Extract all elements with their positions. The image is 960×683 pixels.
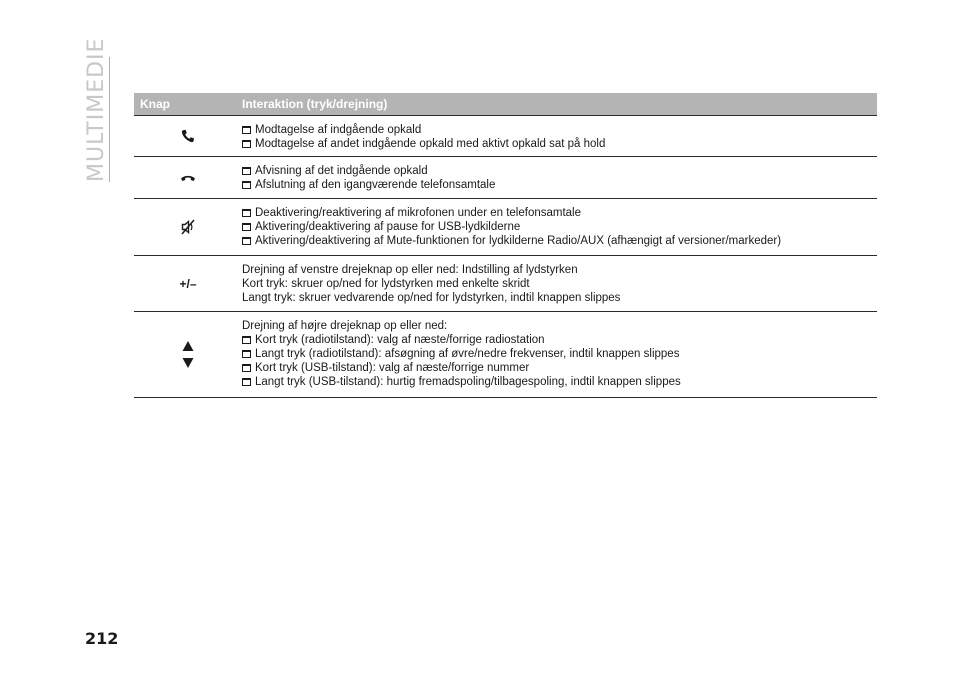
list-item: Kort tryk (radiotilstand): valg af næste/forrige radiostation (242, 333, 877, 347)
phone-hangup-icon (180, 174, 196, 182)
table-row (134, 157, 877, 199)
section-divider (109, 57, 110, 182)
list-item: Aktivering/deaktivering af Mute-funktionen for lydkilderne Radio/AUX (afhængigt af versioner/markeder) (242, 234, 877, 248)
table-row (134, 312, 877, 398)
page-number: 212 (85, 629, 119, 648)
list-item: Langt tryk (radiotilstand): afsøgning af øvre/nedre frekvenser, indtil knappen slippes (242, 347, 877, 361)
list-item: Modtagelse af indgående opkald (242, 123, 877, 137)
list-item: Langt tryk: skruer vedvarende op/ned for lydstyrken, indtil knappen slippes (242, 292, 621, 304)
list-item: Langt tryk (USB-tilstand): hurtig fremadspoling/tilbagespoling, indtil knappen slippes (242, 375, 877, 389)
mute-icon (181, 219, 195, 235)
up-down-arrows-icon (182, 341, 194, 369)
list-item: Afslutning af den igangværende telefonsamtale (242, 178, 877, 192)
controls-table (134, 93, 877, 398)
table-row (134, 199, 877, 256)
header-button: Knap (140, 97, 170, 111)
table-row (134, 115, 877, 157)
list-item: Kort tryk (USB-tilstand): valg af næste/forrige nummer (242, 361, 877, 375)
table-header (134, 93, 877, 115)
list-item: Deaktivering/reaktivering af mikrofonen under en telefonsamtale (242, 206, 877, 220)
list-item: Afvisning af det indgående opkald (242, 164, 877, 178)
plus-minus-symbol: +/– (179, 276, 197, 291)
section-title: MULTIMEDIE (84, 37, 109, 182)
list-item: Aktivering/deaktivering af pause for USB-lydkilderne (242, 220, 877, 234)
list-item: Drejning af højre drejeknap op eller ned: (242, 320, 448, 332)
phone-answer-icon (181, 129, 195, 143)
list-item: Kort tryk: skruer op/ned for lydstyrken med enkelte skridt (242, 278, 530, 290)
list-item: Modtagelse af andet indgående opkald med aktivt opkald sat på hold (242, 137, 877, 151)
table-row (134, 256, 877, 312)
header-interaction: Interaktion (tryk/drejning) (242, 97, 388, 111)
list-item: Drejning af venstre drejeknap op eller ned: Indstilling af lydstyrken (242, 264, 578, 276)
